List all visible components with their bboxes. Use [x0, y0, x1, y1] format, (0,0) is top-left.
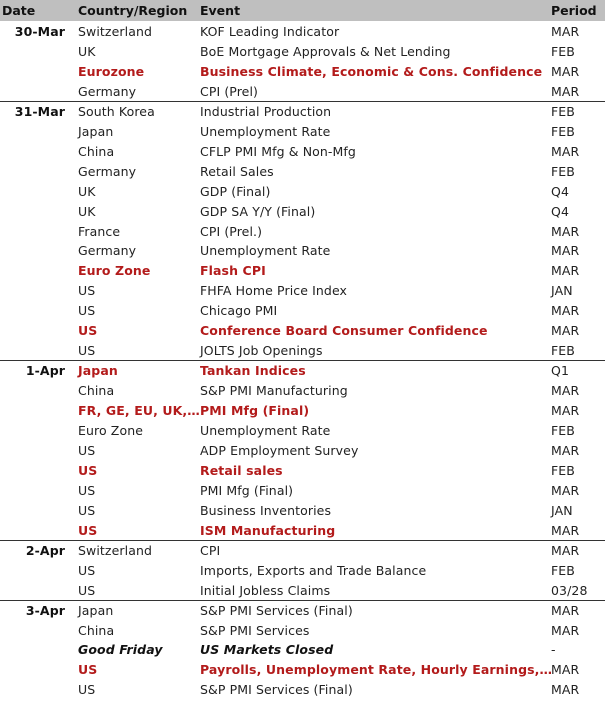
row-period: MAR [551, 223, 580, 239]
row-event: Conference Board Consumer Confidence [200, 323, 488, 339]
row-event: ISM Manufacturing [200, 522, 336, 538]
row-country: China [78, 143, 115, 159]
header-event: Event [200, 3, 241, 18]
row-period: MAR [551, 662, 580, 678]
row-event: FHFA Home Price Index [200, 283, 348, 299]
row-date: 3-Apr [25, 602, 65, 618]
row-period: FEB [551, 423, 575, 438]
row-event: S&P PMI Services (Final) [200, 682, 353, 698]
row-country: Switzerland [78, 542, 153, 558]
header-date: Date [2, 3, 36, 18]
table-row [0, 501, 605, 521]
table-row [0, 222, 605, 242]
table-row [0, 361, 605, 381]
row-event: Initial Jobless Claims [200, 582, 331, 598]
row-period: MAR [551, 243, 580, 259]
row-period: FEB [551, 163, 575, 179]
row-event: CPI (Prel.) [200, 223, 263, 239]
row-event: S&P PMI Services (Final) [200, 602, 353, 618]
row-country: Japan [78, 123, 114, 139]
table-row [0, 281, 605, 301]
table-row [0, 241, 605, 261]
row-period: FEB [551, 123, 575, 139]
row-period: MAR [551, 602, 580, 618]
table-row [0, 640, 605, 660]
row-country: US [78, 303, 96, 319]
row-period: MAR [551, 542, 580, 558]
row-event: Retail sales [200, 462, 283, 478]
row-country: China [78, 622, 115, 638]
row-period: FEB [551, 462, 575, 478]
row-country: US [78, 283, 96, 299]
row-event: GDP SA Y/Y (Final) [200, 203, 316, 219]
row-country: US [78, 562, 96, 578]
row-period: Q1 [551, 363, 569, 379]
row-country: Japan [78, 602, 114, 618]
row-event: Tankan Indices [200, 363, 306, 379]
row-event: Chicago PMI [200, 303, 278, 319]
table-row [0, 261, 605, 281]
row-country: Japan [78, 363, 118, 379]
row-date: 31-Mar [14, 103, 65, 119]
table-row [0, 321, 605, 341]
row-country: US [78, 442, 96, 458]
table-row [0, 621, 605, 641]
table-row [0, 202, 605, 222]
row-event: Industrial Production [200, 103, 332, 119]
row-period: FEB [551, 43, 575, 59]
row-event: S&P PMI Services [200, 622, 310, 638]
row-country: Switzerland [78, 24, 153, 39]
row-period: MAR [551, 263, 580, 279]
row-period: JAN [551, 502, 573, 518]
table-row [0, 401, 605, 421]
row-country: US [78, 343, 96, 359]
row-period: MAR [551, 482, 580, 498]
table-row [0, 381, 605, 401]
row-date: 1-Apr [25, 363, 65, 379]
row-period: FEB [551, 103, 575, 119]
table-row [0, 581, 605, 601]
row-country: US [78, 323, 98, 339]
table-row [0, 541, 605, 561]
table-row [0, 301, 605, 321]
row-period: FEB [551, 562, 575, 578]
header-period: Period [551, 3, 597, 18]
row-country: US [78, 462, 98, 478]
table-row [0, 521, 605, 541]
row-event: Unemployment Rate [200, 243, 331, 259]
row-event: JOLTS Job Openings [200, 343, 323, 359]
row-country: US [78, 682, 96, 698]
row-event: Unemployment Rate [200, 123, 331, 139]
row-country: UK [78, 183, 96, 199]
row-event: Flash CPI [200, 263, 266, 279]
row-date: 30-Mar [14, 24, 65, 39]
row-country: Germany [78, 163, 137, 179]
row-country: South Korea [78, 103, 155, 119]
row-country: China [78, 383, 115, 399]
table-row [0, 182, 605, 202]
row-event: Business Inventories [200, 502, 332, 518]
row-event: Unemployment Rate [200, 423, 331, 438]
table-row [0, 461, 605, 481]
row-event: KOF Leading Indicator [200, 24, 340, 39]
row-event: BoE Mortgage Approvals & Net Lending [200, 43, 451, 59]
row-event: CPI [200, 542, 221, 558]
row-country: UK [78, 43, 96, 59]
table-row [0, 421, 605, 441]
table-header [0, 0, 605, 21]
table-row [0, 42, 605, 62]
row-event: Payrolls, Unemployment Rate, Hourly Earnings,… [200, 662, 553, 678]
row-event: CPI (Prel) [200, 83, 259, 99]
row-period: MAR [551, 383, 580, 399]
row-country: FR, GE, EU, UK,… [78, 403, 200, 419]
table-row [0, 561, 605, 581]
row-country: France [78, 223, 121, 239]
row-event: PMI Mfg (Final) [200, 403, 310, 419]
row-period: MAR [551, 24, 580, 39]
table-row [0, 122, 605, 142]
row-period: JAN [551, 283, 573, 299]
row-event: GDP (Final) [200, 183, 271, 199]
row-period: MAR [551, 622, 580, 638]
table-row [0, 82, 605, 102]
row-period: MAR [551, 63, 580, 79]
row-date: 2-Apr [25, 542, 65, 558]
row-event: PMI Mfg (Final) [200, 482, 294, 498]
row-country: US [78, 662, 98, 678]
row-country: US [78, 582, 96, 598]
table-row [0, 481, 605, 501]
row-country: US [78, 502, 96, 518]
row-country: Good Friday [78, 642, 163, 658]
row-event: S&P PMI Manufacturing [200, 383, 348, 399]
row-period: MAR [551, 83, 580, 99]
row-period: FEB [551, 343, 575, 359]
row-country: Euro Zone [78, 263, 151, 279]
row-event: CFLP PMI Mfg & Non-Mfg [200, 143, 356, 159]
row-period: MAR [551, 303, 580, 319]
table-row [0, 162, 605, 182]
row-period: MAR [551, 323, 580, 339]
table-row [0, 142, 605, 162]
header-country: Country/Region [78, 3, 188, 18]
row-period: Q4 [551, 203, 569, 219]
row-country: US [78, 522, 98, 538]
table-row [0, 680, 605, 700]
row-country: Germany [78, 243, 137, 259]
row-period: MAR [551, 442, 580, 458]
table-row [0, 660, 605, 680]
row-country: Euro Zone [78, 423, 144, 438]
row-event: Business Climate, Economic & Cons. Confidence [200, 63, 543, 79]
row-country: Germany [78, 83, 137, 99]
table-row [0, 62, 605, 82]
row-period: 03/28 [551, 582, 588, 598]
row-event: Imports, Exports and Trade Balance [200, 562, 427, 578]
row-event: Retail Sales [200, 163, 274, 179]
table-row [0, 102, 605, 122]
table-row [0, 22, 605, 42]
row-event: US Markets Closed [200, 642, 334, 658]
table-row [0, 441, 605, 461]
table-row [0, 341, 605, 361]
row-event: ADP Employment Survey [200, 442, 359, 458]
row-country: US [78, 482, 96, 498]
row-period: - [551, 642, 556, 658]
row-period: Q4 [551, 183, 569, 199]
table-row [0, 601, 605, 621]
row-period: MAR [551, 682, 580, 698]
row-period: MAR [551, 143, 580, 159]
row-period: MAR [551, 403, 580, 419]
row-country: UK [78, 203, 96, 219]
row-period: MAR [551, 522, 580, 538]
row-country: Eurozone [78, 63, 145, 79]
